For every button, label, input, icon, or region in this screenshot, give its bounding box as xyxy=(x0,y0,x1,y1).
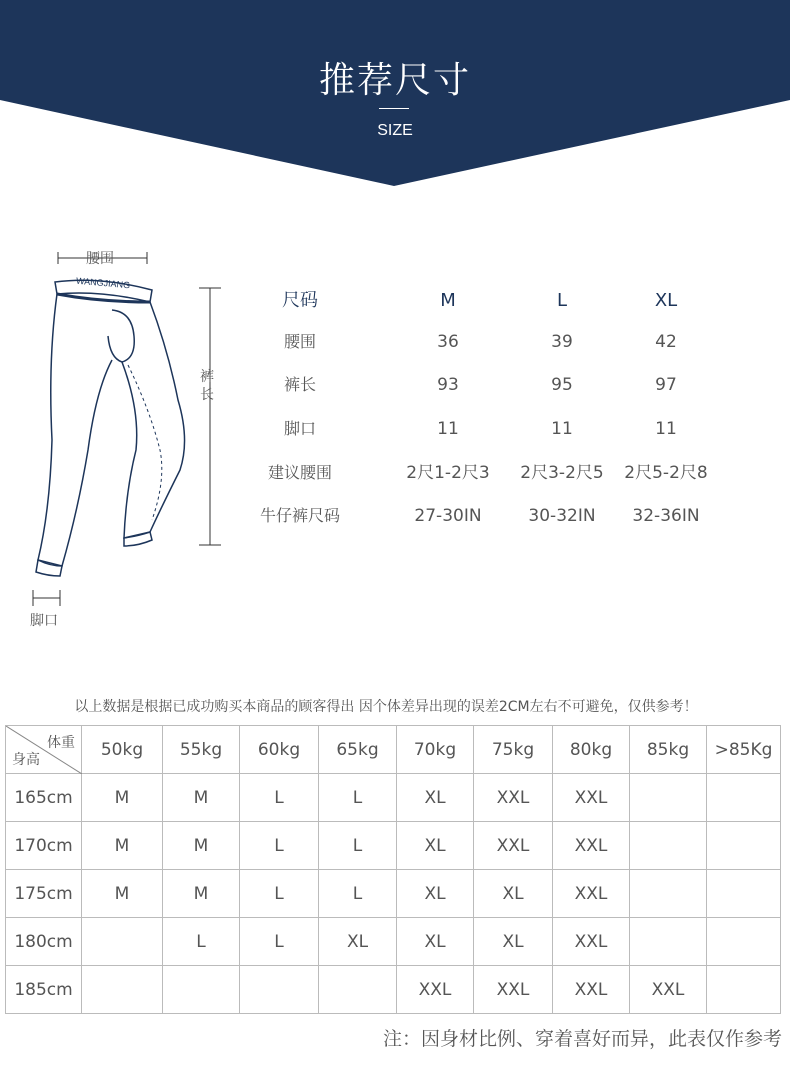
size-cell: XL xyxy=(397,918,474,966)
size-chart-row xyxy=(6,870,781,918)
size-cell: M xyxy=(82,870,163,918)
size-cell: L xyxy=(319,870,397,918)
spec-header-cell: XL xyxy=(654,290,678,311)
spec-cell: 93 xyxy=(437,375,459,395)
size-cell: L xyxy=(319,774,397,822)
spec-row xyxy=(240,414,740,444)
spec-header-cell: M xyxy=(440,290,456,311)
height-header: 185cm xyxy=(6,966,82,1014)
spec-cell: 42 xyxy=(655,332,677,352)
size-cell: M xyxy=(163,870,240,918)
corner-weight-label: 体重 xyxy=(47,735,75,751)
weight-header: >85Kg xyxy=(707,726,781,774)
spec-row xyxy=(240,458,740,488)
size-cell: M xyxy=(82,774,163,822)
size-cell xyxy=(707,966,781,1014)
spec-cell: 裤长 xyxy=(283,375,316,394)
size-cell: XXL xyxy=(553,822,630,870)
size-cell xyxy=(630,870,707,918)
page-subtitle: SIZE xyxy=(377,122,413,139)
size-chart-row xyxy=(6,774,781,822)
spec-cell: 97 xyxy=(655,375,677,395)
size-cell: L xyxy=(240,774,319,822)
size-cell: XL xyxy=(397,870,474,918)
corner-height-label: 身高 xyxy=(12,752,40,768)
weight-header: 85kg xyxy=(630,726,707,774)
size-chart-header-row xyxy=(6,726,781,774)
waist-label: 腰围 xyxy=(86,251,114,267)
header-banner xyxy=(0,0,790,188)
spec-cell: 腰围 xyxy=(283,332,316,351)
spec-cell: 牛仔裤尺码 xyxy=(259,506,340,525)
spec-row xyxy=(240,501,740,531)
size-cell: XL xyxy=(474,918,553,966)
spec-cell: 脚口 xyxy=(283,419,316,438)
corner-cell xyxy=(6,726,82,774)
weight-header: 80kg xyxy=(553,726,630,774)
spec-cell: 2尺3-2尺5 xyxy=(520,463,604,483)
size-cell: M xyxy=(163,822,240,870)
size-cell: XL xyxy=(319,918,397,966)
pants-drawing xyxy=(0,240,240,640)
weight-header: 50kg xyxy=(82,726,163,774)
size-cell: XL xyxy=(397,774,474,822)
size-cell xyxy=(707,870,781,918)
spec-cell: 2尺1-2尺3 xyxy=(406,463,490,483)
size-chart-row xyxy=(6,822,781,870)
spec-header-cell: L xyxy=(556,290,568,311)
size-cell: XL xyxy=(474,870,553,918)
size-cell: L xyxy=(240,918,319,966)
spec-cell: 2尺5-2尺8 xyxy=(624,463,708,483)
spec-cell: 11 xyxy=(655,419,677,439)
title-divider xyxy=(379,108,409,109)
size-cell: L xyxy=(240,870,319,918)
height-header: 175cm xyxy=(6,870,82,918)
weight-header: 70kg xyxy=(397,726,474,774)
size-cell xyxy=(707,918,781,966)
hem-label: 脚口 xyxy=(30,613,58,629)
size-cell: M xyxy=(163,774,240,822)
spec-header-row xyxy=(240,286,740,316)
size-cell: M xyxy=(82,822,163,870)
spec-cell: 36 xyxy=(437,332,459,352)
spec-cell: 32-36IN xyxy=(632,506,700,526)
size-cell: XXL xyxy=(630,966,707,1014)
weight-header: 75kg xyxy=(474,726,553,774)
spec-cell: 11 xyxy=(551,419,573,439)
spec-cell: 建议腰围 xyxy=(267,463,332,482)
size-cell xyxy=(82,966,163,1014)
size-cell: XXL xyxy=(553,966,630,1014)
size-cell: L xyxy=(163,918,240,966)
spec-cell: 27-30IN xyxy=(414,506,482,526)
size-cell: L xyxy=(240,822,319,870)
size-cell: XXL xyxy=(474,774,553,822)
size-cell xyxy=(630,918,707,966)
footer-note: 注：因身材比例、穿着喜好而异，此表仅作参考 xyxy=(382,1028,782,1050)
size-cell xyxy=(707,822,781,870)
size-cell xyxy=(630,822,707,870)
spec-cell: 39 xyxy=(551,332,573,352)
page-title: 推荐尺寸 xyxy=(318,60,471,101)
brand-text: WANGJIANG xyxy=(75,275,131,291)
height-header: 180cm xyxy=(6,918,82,966)
size-cell xyxy=(82,918,163,966)
weight-header: 60kg xyxy=(240,726,319,774)
pants-illustration xyxy=(0,240,240,640)
disclaimer-note: 以上数据是根据已成功购买本商品的顾客得出 因个体差异出现的误差2CM左右不可避免，仅供参考！ xyxy=(74,699,698,715)
size-cell: XXL xyxy=(474,966,553,1014)
spec-header-cell: 尺码 xyxy=(282,290,318,311)
size-cell xyxy=(707,774,781,822)
spec-cell: 95 xyxy=(551,375,573,395)
size-cell: XXL xyxy=(553,774,630,822)
size-cell: XXL xyxy=(553,870,630,918)
height-header: 170cm xyxy=(6,822,82,870)
height-header: 165cm xyxy=(6,774,82,822)
size-chart-row xyxy=(6,966,781,1014)
spec-row xyxy=(240,327,740,357)
spec-row xyxy=(240,370,740,400)
size-cell: XL xyxy=(397,822,474,870)
size-cell: XXL xyxy=(397,966,474,1014)
size-cell: XXL xyxy=(553,918,630,966)
size-chart-row xyxy=(6,918,781,966)
size-cell xyxy=(240,966,319,1014)
size-chart xyxy=(5,725,781,1014)
size-cell xyxy=(163,966,240,1014)
size-cell: XXL xyxy=(474,822,553,870)
weight-header: 65kg xyxy=(319,726,397,774)
spec-cell: 11 xyxy=(437,419,459,439)
weight-header: 55kg xyxy=(163,726,240,774)
size-cell xyxy=(630,774,707,822)
size-cell: L xyxy=(319,822,397,870)
size-cell xyxy=(319,966,397,1014)
spec-cell: 30-32IN xyxy=(528,506,596,526)
length-label: 裤长 xyxy=(200,369,214,403)
